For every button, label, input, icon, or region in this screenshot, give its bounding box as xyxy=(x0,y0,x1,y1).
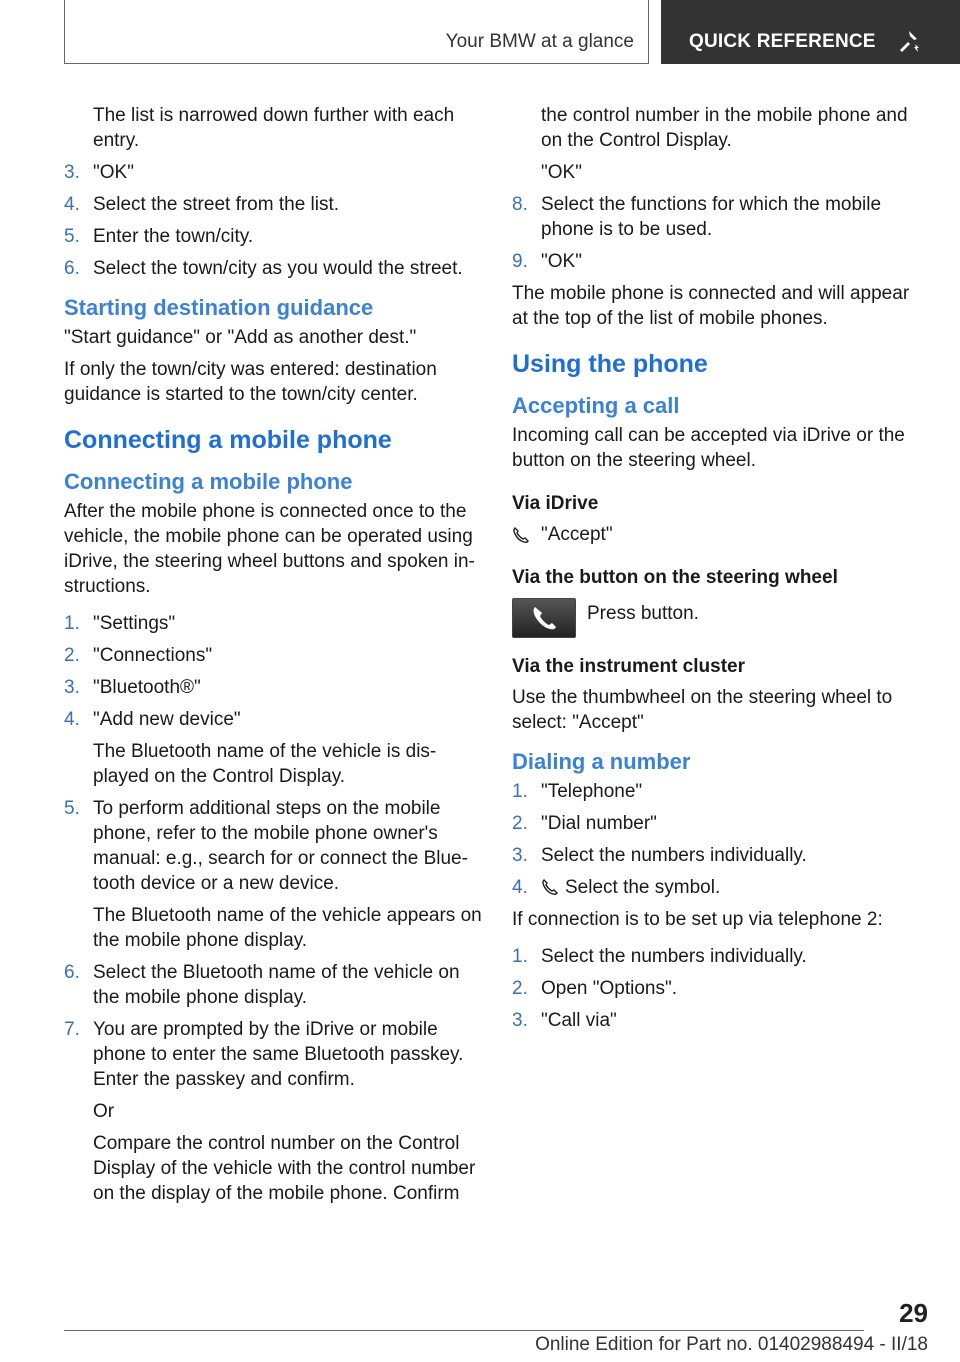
paragraph: Use the thumbwheel on the steering wheel to select: "Accept" xyxy=(512,687,893,733)
step-text: "Call via" xyxy=(541,1010,617,1031)
list-item xyxy=(64,611,482,636)
chapter-tab xyxy=(64,0,649,64)
list-item xyxy=(512,779,930,804)
step-number: 1. xyxy=(64,613,80,634)
press-button-text: Press button. xyxy=(587,603,699,624)
step-text: "Settings" xyxy=(93,613,176,634)
step-text: Select the numbers individually. xyxy=(541,845,807,866)
list-item xyxy=(64,960,482,1010)
step-number: 3. xyxy=(512,1010,528,1031)
heading-accepting-call: Accepting a call xyxy=(512,393,680,418)
section-title: QUICK REFERENCE xyxy=(689,31,876,52)
step-text: Select the Bluetooth name of the vehicle on the mobile phone display. xyxy=(93,962,460,1008)
paragraph: Compare the control number on the Control Display of the vehicle with the control number on the display of the mobile phone. Confirm xyxy=(93,1133,476,1204)
step-text: Select the symbol. xyxy=(565,877,721,898)
heading-via-cluster: Via the instrument cluster xyxy=(512,656,745,677)
step-number: 7. xyxy=(64,1019,80,1040)
paragraph: The Bluetooth name of the vehicle appears on the mobile phone display. xyxy=(93,905,482,951)
step-text: "Connections" xyxy=(93,645,213,666)
phone-handset-icon xyxy=(513,599,575,637)
heading-via-idrive: Via iDrive xyxy=(512,493,599,514)
step-text: Select the numbers individually. xyxy=(541,946,807,967)
accept-label: "Accept" xyxy=(541,524,613,545)
step-number: 3. xyxy=(512,845,528,866)
paragraph: Incoming call can be accepted via iDrive or the button on the steering wheel. xyxy=(512,425,905,471)
phone-icon xyxy=(541,878,559,896)
paragraph: The mobile phone is connected and will appear at the top of the list of mobile phones. xyxy=(512,283,910,329)
step-number: 9. xyxy=(512,251,528,272)
list-item xyxy=(512,875,930,900)
paragraph: If connection is to be set up via telephone 2: xyxy=(512,909,883,930)
step-text: "Add new device" xyxy=(93,709,241,730)
list-item xyxy=(512,1008,930,1033)
chapter-title: Your BMW at a glance xyxy=(445,31,634,52)
step-number: 4. xyxy=(64,709,80,730)
heading-using-phone: Using the phone xyxy=(512,350,708,378)
section-tab xyxy=(661,0,960,64)
step-text: To perform additional steps on the mobile phone, refer to the mobile phone owner's manual: e.g., search for or connect the Bluetooth device or a new device. xyxy=(93,798,468,894)
step-text: Enter the town/city. xyxy=(93,226,254,247)
list-item xyxy=(512,811,930,836)
list-item xyxy=(512,944,930,969)
phone-button-icon xyxy=(512,598,576,638)
heading-via-button: Via the button on the steering wheel xyxy=(512,567,838,588)
list-item xyxy=(64,224,482,249)
step-text: You are prompted by the iDrive or mobile phone to enter the same Bluetooth passkey. Enter the passkey and confirm. xyxy=(93,1019,464,1090)
list-item xyxy=(512,192,930,242)
page-number: 29 xyxy=(899,1298,928,1328)
list-item xyxy=(64,1017,482,1092)
step-text: "Dial number" xyxy=(541,813,657,834)
step-number: 5. xyxy=(64,798,80,819)
phone-icon xyxy=(512,526,530,544)
list-item xyxy=(512,249,930,274)
step-number: 4. xyxy=(64,194,80,215)
list-item xyxy=(512,843,930,868)
step-text: Select the street from the list. xyxy=(93,194,340,215)
list-item xyxy=(64,192,482,217)
paragraph: "OK" xyxy=(541,162,582,183)
edition-note: Online Edition for Part no. 01402988494 - II/18 xyxy=(535,1334,928,1355)
step-text: "OK" xyxy=(93,162,134,183)
footer-divider xyxy=(64,1330,864,1331)
list-item xyxy=(64,675,482,700)
right-column xyxy=(512,103,930,1040)
step-text: "Telephone" xyxy=(541,781,643,802)
list-item xyxy=(64,707,482,732)
step-text: "OK" xyxy=(541,251,582,272)
step-number: 4. xyxy=(512,877,528,898)
step-number: 5. xyxy=(64,226,80,247)
step-number: 2. xyxy=(512,978,528,999)
step-number: 3. xyxy=(64,677,80,698)
step-number: 6. xyxy=(64,962,80,983)
paragraph: If only the town/city was entered: destination guidance is started to the town/city center. xyxy=(64,359,437,405)
paragraph: The list is narrowed down further with each entry. xyxy=(93,105,455,151)
steering-button-row xyxy=(512,598,930,644)
paragraph: Or xyxy=(93,1101,115,1122)
step-text: "Bluetooth®" xyxy=(93,677,201,698)
step-number: 2. xyxy=(512,813,528,834)
step-number: 1. xyxy=(512,946,528,967)
accept-line xyxy=(512,522,930,547)
heading-dialing: Dialing a number xyxy=(512,749,691,774)
wrench-lightning-icon xyxy=(897,28,921,54)
step-text: Select the functions for which the mobile phone is to be used. xyxy=(541,194,882,240)
list-item xyxy=(64,160,482,185)
heading-starting-guidance: Starting destination guidance xyxy=(64,295,374,320)
list-item xyxy=(64,256,482,281)
list-item xyxy=(64,643,482,668)
paragraph: After the mobile phone is connected once to the vehicle, the mobile phone can be operated using iDrive, the steering wheel buttons and spoken instructions. xyxy=(64,501,475,597)
paragraph: The Bluetooth name of the vehicle is displayed on the Control Display. xyxy=(93,741,437,787)
list-item xyxy=(64,796,482,896)
step-number: 1. xyxy=(512,781,528,802)
paragraph: the control number in the mobile phone and on the Control Display. xyxy=(541,105,908,151)
step-number: 3. xyxy=(64,162,80,183)
left-column xyxy=(64,103,482,1213)
subheading-connecting-phone: Connecting a mobile phone xyxy=(64,469,353,494)
step-number: 8. xyxy=(512,194,528,215)
heading-connecting-phone: Connecting a mobile phone xyxy=(64,426,392,454)
step-text: Select the town/city as you would the street. xyxy=(93,258,463,279)
step-number: 2. xyxy=(64,645,80,666)
paragraph: "Start guidance" or "Add as another dest." xyxy=(64,327,417,348)
step-number: 6. xyxy=(64,258,80,279)
step-text: Open "Options". xyxy=(541,978,678,999)
list-item xyxy=(512,976,930,1001)
